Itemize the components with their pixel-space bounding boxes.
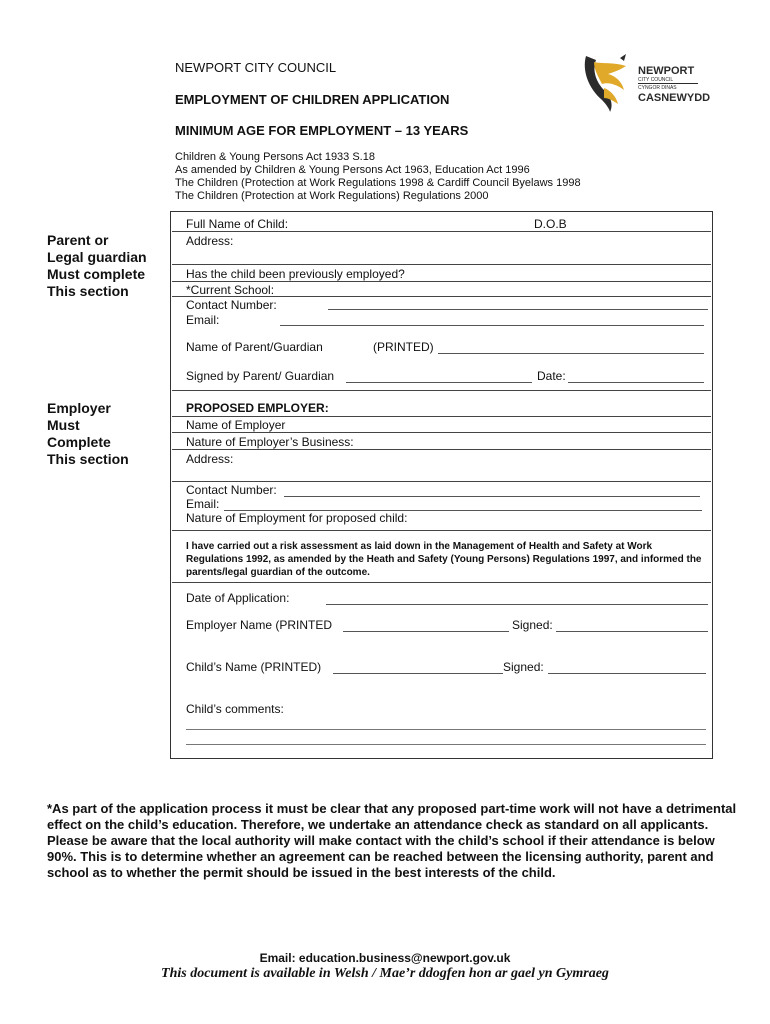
childs-comments-field-line[interactable]	[186, 717, 706, 730]
parent-date-label: Date:	[537, 369, 566, 383]
employer-signed-label: Signed:	[512, 618, 553, 632]
nature-of-business-field[interactable]	[172, 449, 711, 450]
full-name-label: Full Name of Child:	[186, 217, 289, 231]
legislation-line: As amended by Children & Young Persons Act 1963, Education Act 1996	[175, 164, 530, 176]
attendance-note: *As part of the application process it must be clear that any proposed part-time work will not have a detrimental effect on the child’s education. Therefore, we undertake an attendance check as standard on all applicants. Please be aware that the local authority will make contact with the child’s school if their attendance is below 90%. This is to determine whether an agreement can be reached between the licensing authority, parent and school as to whether the permit should be issued in the best interests of the child.	[47, 801, 737, 880]
parent-section-label-line: Legal guardian	[47, 249, 147, 265]
legislation-line: The Children (Protection at Work Regulations 1998 & Cardiff Council Byelaws 1998	[175, 177, 581, 189]
parent-section-label-line: Must complete	[47, 266, 146, 282]
address-field[interactable]	[172, 264, 711, 265]
council-name: NEWPORT CITY COUNCIL	[175, 60, 337, 75]
employer-section-label-line: Employer	[47, 400, 111, 416]
legislation-line: The Children (Protection at Work Regulations) Regulations 2000	[175, 190, 489, 202]
logo-text-newport: NEWPORT	[638, 65, 695, 77]
logo-divider	[638, 83, 698, 84]
child-signed-label: Signed:	[503, 660, 544, 674]
employer-email-field[interactable]	[224, 498, 702, 511]
employer-section-label-line: Complete	[47, 434, 111, 450]
document-title: EMPLOYMENT OF CHILDREN APPLICATION	[175, 92, 450, 107]
newport-logo	[580, 52, 710, 114]
childs-name-printed-label: Child’s Name (PRINTED)	[186, 660, 322, 674]
employer-section-label-line: This section	[47, 451, 129, 467]
employer-contact-number-field[interactable]	[284, 484, 700, 497]
parent-name-field[interactable]	[438, 341, 704, 354]
logo-text-casnewydd: CASNEWYDD	[638, 92, 711, 104]
employer-section-label-line: Must	[47, 417, 80, 433]
address-label: Address:	[186, 234, 234, 248]
nature-of-employment-field[interactable]	[172, 530, 711, 531]
minimum-age-heading: MINIMUM AGE FOR EMPLOYMENT – 13 YEARS	[175, 123, 469, 138]
parent-section-label-line: This section	[47, 283, 129, 299]
childs-comments-label: Child’s comments:	[186, 702, 284, 716]
welsh-availability-notice: This document is available in Welsh / Mae’r ddogfen hon ar gael yn Gymraeg	[161, 966, 609, 981]
previously-employed-field[interactable]	[172, 281, 711, 282]
contact-email: Email: education.business@newport.gov.uk	[259, 951, 511, 965]
previously-employed-label: Has the child been previously employed?	[186, 267, 405, 281]
employer-signature-field[interactable]	[556, 619, 708, 632]
employer-contact-number-label: Contact Number:	[186, 483, 277, 497]
proposed-employer-divider	[172, 416, 711, 417]
childs-name-printed-field[interactable]	[333, 661, 503, 674]
dragon-emblem-icon	[580, 52, 634, 114]
childs-comments-field-line[interactable]	[186, 732, 706, 745]
employer-name-field[interactable]	[172, 432, 711, 433]
employer-section-label	[47, 400, 129, 468]
parent-section-label	[47, 232, 147, 300]
employer-name-printed-label: Employer Name (PRINTED	[186, 618, 333, 632]
legislation-list	[175, 151, 581, 203]
employer-name-label: Name of Employer	[186, 418, 286, 432]
employer-address-label: Address:	[186, 452, 234, 466]
parent-name-label: Name of Parent/Guardian	[186, 340, 323, 354]
parent-date-field[interactable]	[568, 370, 704, 383]
risk-statement-divider	[172, 582, 711, 583]
logo-text-cyngor-dinas: CYNGOR DINAS	[638, 85, 677, 91]
dob-label: D.O.B	[534, 217, 567, 231]
logo-text-city-council: CITY COUNCIL	[638, 77, 674, 83]
contact-number-label: Contact Number:	[186, 298, 277, 312]
contact-number-field[interactable]	[328, 297, 708, 310]
nature-of-employment-label: Nature of Employment for proposed child:	[186, 511, 408, 525]
proposed-employer-heading: PROPOSED EMPLOYER:	[186, 401, 329, 415]
printed-label: (PRINTED)	[373, 340, 434, 354]
date-of-application-field[interactable]	[326, 592, 708, 605]
signed-by-parent-label: Signed by Parent/ Guardian	[186, 369, 335, 383]
employer-email-label: Email:	[186, 497, 220, 511]
parent-section-label-line: Parent or	[47, 232, 109, 248]
email-label: Email:	[186, 313, 220, 327]
section-divider	[172, 390, 711, 391]
date-of-application-label: Date of Application:	[186, 591, 290, 605]
child-signature-field[interactable]	[548, 661, 706, 674]
employer-name-printed-field[interactable]	[343, 619, 509, 632]
full-name-field[interactable]	[172, 231, 711, 232]
employer-address-field[interactable]	[172, 481, 711, 482]
email-field[interactable]	[280, 313, 704, 326]
legislation-line: Children & Young Persons Act 1933 S.18	[175, 151, 375, 163]
parent-signature-field[interactable]	[346, 370, 532, 383]
current-school-label: *Current School:	[186, 283, 275, 297]
nature-of-business-label: Nature of Employer’s Business:	[186, 435, 354, 449]
risk-assessment-statement: I have carried out a risk assessment as laid down in the Management of Health and Safety at Work Regulations 1992, as amended by the Heath and Safety (Young Persons) Regulations 1997, and informed the parents/legal guardian of the outcome.	[186, 541, 702, 578]
